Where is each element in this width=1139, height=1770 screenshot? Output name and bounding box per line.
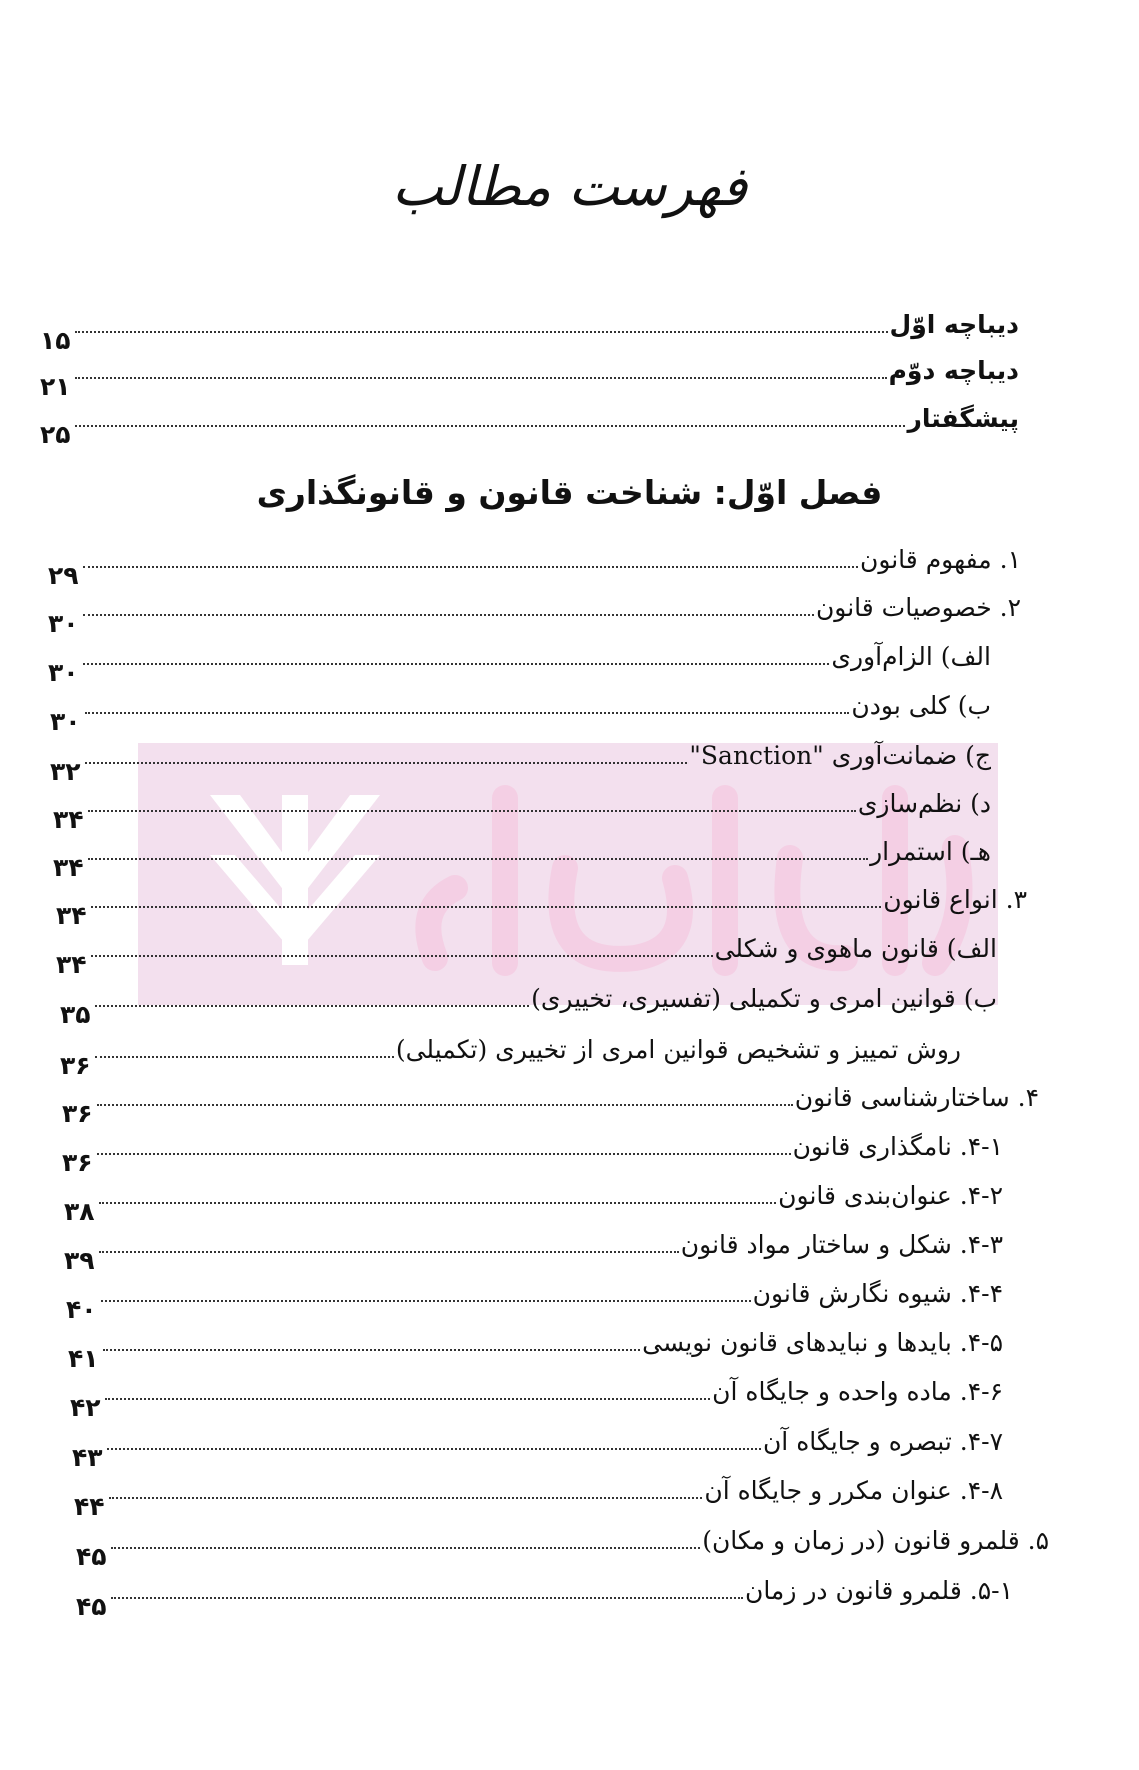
toc-entry[interactable] bbox=[0, 1576, 1139, 1624]
toc-entry-label: ۵. قلمرو قانون (در زمان و مکان) bbox=[702, 1526, 1049, 1555]
toc-entry-leader bbox=[85, 762, 688, 764]
toc-entry-page-number: ۳۶ bbox=[62, 1148, 93, 1177]
toc-entry-page-number: ۴۰ bbox=[66, 1295, 97, 1324]
toc-entry-page-number: ۳۹ bbox=[64, 1246, 95, 1275]
toc-entry-page-number: ۳۴ bbox=[53, 805, 84, 834]
toc-entry-page-number: ۴۴ bbox=[74, 1492, 105, 1521]
toc-entry-leader bbox=[83, 663, 830, 665]
page-title: فهرست مطالب bbox=[391, 155, 748, 218]
toc-entry[interactable] bbox=[0, 1230, 1139, 1278]
toc-entry-leader bbox=[91, 955, 713, 957]
toc-entry-page-number: ۴۵ bbox=[76, 1592, 107, 1621]
toc-entry-label: د) نظم‌سازی bbox=[857, 789, 991, 818]
toc-entry-label: الف) الزام‌آوری bbox=[831, 642, 991, 671]
toc-entry-page-number: ۴۵ bbox=[76, 1542, 107, 1571]
toc-entry-page-number: ۴۲ bbox=[70, 1393, 101, 1422]
toc-entry-label: ۴-۴. شیوه نگارش قانون bbox=[752, 1279, 1003, 1308]
toc-entry[interactable] bbox=[0, 691, 1139, 739]
toc-entry-page-number: ۳۶ bbox=[62, 1099, 93, 1128]
toc-entry-label: روش تمییز و تشخیص قوانین امری از تخییری (تکمیلی) bbox=[395, 1035, 961, 1064]
toc-entry-page-number: ۴۳ bbox=[72, 1443, 103, 1472]
front-matter-entry-page-number: ۱۵ bbox=[40, 326, 71, 355]
toc-entry-leader bbox=[111, 1597, 743, 1599]
toc-entry-page-number: ۳۴ bbox=[56, 950, 87, 979]
toc-entry-leader bbox=[109, 1497, 703, 1499]
toc-entry-label: ۴-۵. بایدها و نبایدهای قانون نویسی bbox=[642, 1328, 1003, 1357]
toc-entry-page-number: ۳۸ bbox=[64, 1197, 95, 1226]
toc-entry-page-number: ۳۶ bbox=[60, 1051, 91, 1080]
toc-entry-label: ۲. خصوصیات قانون bbox=[815, 593, 1021, 622]
toc-entry[interactable] bbox=[0, 1328, 1139, 1376]
toc-entry-leader bbox=[101, 1300, 751, 1302]
toc-entry[interactable] bbox=[0, 934, 1139, 982]
toc-entry-leader bbox=[107, 1448, 761, 1450]
toc-entry[interactable] bbox=[0, 1181, 1139, 1229]
toc-entry-leader bbox=[103, 1349, 641, 1351]
toc-entry-label: ۱. مفهوم قانون bbox=[859, 545, 1021, 574]
toc-entry-page-number: ۳۵ bbox=[60, 1000, 91, 1029]
toc-entry[interactable] bbox=[0, 837, 1139, 885]
toc-entry[interactable] bbox=[0, 1035, 1139, 1083]
front-matter-entry-label: پیشگفتار bbox=[907, 404, 1019, 433]
toc-entry-leader bbox=[91, 906, 882, 908]
toc-entry[interactable] bbox=[0, 1526, 1139, 1574]
toc-entry[interactable] bbox=[0, 789, 1139, 837]
front-matter-entry-page-number: ۲۱ bbox=[40, 372, 71, 401]
chapter-title: فصل اوّل: شناخت قانون و قانونگذاری bbox=[256, 473, 883, 512]
toc-entry-leader bbox=[105, 1398, 711, 1400]
front-matter-entry[interactable] bbox=[0, 404, 1139, 452]
toc-entry-leader bbox=[83, 566, 858, 568]
front-matter-entry-leader bbox=[75, 331, 888, 333]
toc-entry-leader bbox=[99, 1251, 679, 1253]
toc-entry-leader bbox=[97, 1104, 793, 1106]
toc-entry-page-number: ۳۰ bbox=[50, 707, 81, 736]
toc-entry-leader bbox=[83, 614, 814, 616]
toc-entry-leader bbox=[95, 1056, 394, 1058]
toc-entry-leader bbox=[95, 1005, 530, 1007]
front-matter-entry-label: دیباچه دوّم bbox=[888, 356, 1019, 385]
toc-entry-label: ۴-۱. نامگذاری قانون bbox=[792, 1132, 1003, 1161]
toc-entry-page-number: ۳۲ bbox=[50, 757, 81, 786]
toc-entry-leader bbox=[99, 1202, 777, 1204]
front-matter-entry-label: دیباچه اوّل bbox=[889, 310, 1019, 339]
toc-entry-label: ۴-۲. عنوان‌بندی قانون bbox=[778, 1181, 1003, 1210]
front-matter-entry-page-number: ۲۵ bbox=[40, 420, 71, 449]
toc-entry[interactable] bbox=[0, 545, 1139, 593]
toc-entry[interactable] bbox=[0, 1427, 1139, 1475]
toc-entry-page-number: ۳۰ bbox=[48, 609, 79, 638]
front-matter-entry-leader bbox=[75, 377, 887, 379]
toc-entry-label: ب) کلی بودن bbox=[851, 691, 991, 720]
front-matter-entry[interactable] bbox=[0, 356, 1139, 404]
toc-entry-label: الف) قانون ماهوی و شکلی bbox=[714, 934, 997, 963]
toc-entry-page-number: ۳۰ bbox=[48, 658, 79, 687]
toc-entry-label: ب) قوانین امری و تکمیلی (تفسیری، تخییری) bbox=[531, 984, 997, 1013]
toc-entry[interactable] bbox=[0, 1377, 1139, 1425]
toc-entry-page-number: ۴۱ bbox=[68, 1344, 99, 1373]
toc-entry-label: ج) ضمانت‌آوری "Sanction" bbox=[689, 741, 991, 770]
toc-entry[interactable] bbox=[0, 984, 1139, 1032]
toc-entry-leader bbox=[88, 858, 869, 860]
toc-entry[interactable] bbox=[0, 885, 1139, 933]
toc-entry[interactable] bbox=[0, 642, 1139, 690]
toc-entry-page-number: ۳۴ bbox=[56, 901, 87, 930]
toc-entry-leader bbox=[97, 1153, 791, 1155]
toc-entry-label: ۳. انواع قانون bbox=[883, 885, 1027, 914]
toc-entry-label: ۴-۳. شکل و ساختار مواد قانون bbox=[680, 1230, 1003, 1259]
front-matter-entry-leader bbox=[75, 425, 906, 427]
toc-entry[interactable] bbox=[0, 741, 1139, 789]
toc-entry-label: ۴-۷. تبصره و جایگاه آن bbox=[762, 1427, 1003, 1456]
toc-entry[interactable] bbox=[0, 1132, 1139, 1180]
toc-entry[interactable] bbox=[0, 1083, 1139, 1131]
front-matter-entry[interactable] bbox=[0, 310, 1139, 358]
toc-entry-page-number: ۲۹ bbox=[48, 561, 79, 590]
toc-entry[interactable] bbox=[0, 593, 1139, 641]
toc-entry-label: ۵-۱. قلمرو قانون در زمان bbox=[744, 1576, 1013, 1605]
toc-entry-label: ۴-۶. ماده واحده و جایگاه آن bbox=[712, 1377, 1003, 1406]
toc-entry[interactable] bbox=[0, 1279, 1139, 1327]
toc-entry-leader bbox=[85, 712, 850, 714]
toc-entry[interactable] bbox=[0, 1476, 1139, 1524]
toc-entry-label: ۴. ساختارشناسی قانون bbox=[794, 1083, 1039, 1112]
toc-entry-label: ۴-۸. عنوان مکرر و جایگاه آن bbox=[704, 1476, 1003, 1505]
toc-entry-page-number: ۳۴ bbox=[53, 853, 84, 882]
toc-entry-label: هـ) استمرار bbox=[870, 837, 991, 866]
toc-entry-leader bbox=[88, 810, 856, 812]
toc-entry-leader bbox=[111, 1547, 701, 1549]
